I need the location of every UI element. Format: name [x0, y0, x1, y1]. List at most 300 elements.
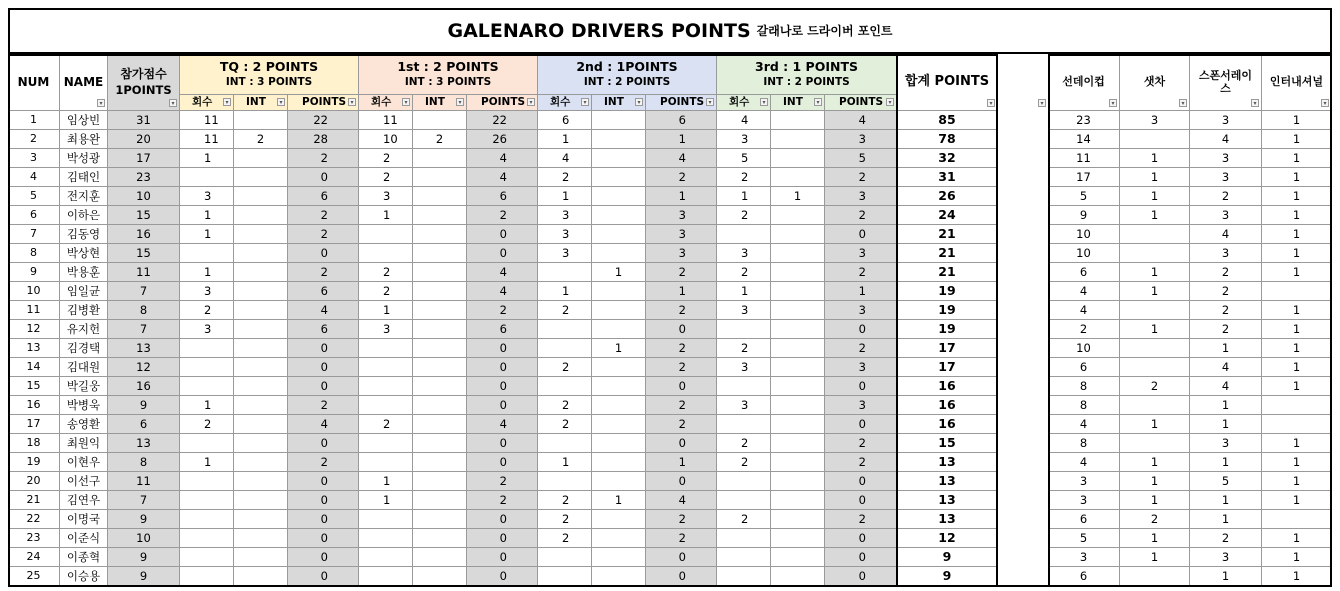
row-25-second-int	[592, 567, 646, 586]
row-8-num	[8, 244, 60, 263]
row-14-extra-4-text: 1	[1292, 359, 1301, 374]
row-7-third-int	[771, 225, 825, 244]
row-6-second-count-text: 3	[562, 207, 570, 222]
row-16-total-text: 16	[938, 397, 956, 413]
row-15-extra-1	[1048, 377, 1120, 396]
row-3-tq-points	[288, 149, 359, 168]
row-9-tq-count-text: 1	[204, 264, 212, 279]
row-12-participation	[108, 320, 180, 339]
row-21-second-count-text: 2	[562, 492, 570, 507]
row-22-extra-3	[1190, 510, 1262, 529]
row-22-tq-count	[180, 510, 234, 529]
row-11-extra-2	[1120, 301, 1190, 320]
row-1-first-points-text: 22	[492, 112, 507, 127]
row-6-first-int	[413, 206, 467, 225]
row-17-first-points-text: 4	[499, 416, 507, 431]
row-20-extra-1-text: 3	[1079, 473, 1088, 488]
row-19-name	[60, 453, 108, 472]
row-21-second-int	[592, 491, 646, 510]
row-15-extra-4-text: 1	[1292, 378, 1301, 393]
row-23-first-count	[359, 529, 413, 548]
row-12-third-count	[717, 320, 771, 339]
row-23-extra-4-text: 1	[1292, 530, 1301, 545]
header-num	[8, 55, 60, 111]
row-19-third-points	[825, 453, 897, 472]
row-23-second-count-text: 2	[562, 530, 570, 545]
row-14-first-points	[467, 358, 538, 377]
row-18-second-count	[538, 434, 592, 453]
row-2-third-points-text: 3	[858, 131, 866, 146]
row-20-name-text: 이선구	[66, 473, 101, 488]
row-24-tq-points-text: 0	[320, 549, 328, 564]
row-9-total-text: 21	[938, 264, 956, 280]
row-4-tq-points-text: 0	[320, 169, 328, 184]
row-18-extra-1-text: 8	[1079, 435, 1088, 450]
row-22-third-count	[717, 510, 771, 529]
row-19-tq-count	[180, 453, 234, 472]
row-14-second-int	[592, 358, 646, 377]
header-first-count-filter-button[interactable]: ▾	[402, 98, 410, 106]
row-1-extra-2-text: 3	[1150, 112, 1159, 127]
extra-4-filter-button[interactable]: ▾	[1321, 99, 1329, 107]
row-1-first-int	[413, 111, 467, 130]
header-second-points-filter-button[interactable]: ▾	[706, 98, 714, 106]
row-6-extra-1-text: 9	[1079, 207, 1088, 222]
row-20-extra-2-text: 1	[1150, 473, 1159, 488]
row-9-second-int-text: 1	[614, 264, 623, 279]
row-10-extra-3-text: 2	[1221, 283, 1230, 298]
row-11-first-points	[467, 301, 538, 320]
row-17-name	[60, 415, 108, 434]
row-5-name-text: 전지훈	[66, 188, 101, 203]
row-9-extra-2	[1120, 263, 1190, 282]
row-25-third-points	[825, 567, 897, 586]
row-17-participation-text: 6	[139, 416, 148, 431]
row-10-name	[60, 282, 108, 301]
row-9-first-points	[467, 263, 538, 282]
row-1-total-text: 85	[938, 112, 956, 128]
row-6-tq-int	[234, 206, 288, 225]
row-17-third-points	[825, 415, 897, 434]
row-17-extra-1-text: 4	[1079, 416, 1088, 431]
row-13-participation	[108, 339, 180, 358]
row-4-third-count-text: 2	[741, 169, 749, 184]
row-11-third-count	[717, 301, 771, 320]
header-tq-sub-count-text: 회수	[192, 95, 213, 108]
row-4-total-text: 31	[938, 169, 956, 185]
row-14-tq-points	[288, 358, 359, 377]
row-10-first-count	[359, 282, 413, 301]
row-13-first-points	[467, 339, 538, 358]
row-5-second-count-text: 1	[562, 188, 570, 203]
row-4-second-count-text: 2	[562, 169, 570, 184]
row-5-second-int	[592, 187, 646, 206]
row-23-third-int	[771, 529, 825, 548]
row-22-second-points-text: 2	[678, 511, 686, 526]
header-second-sub-points-text: POINTS	[660, 95, 705, 108]
row-10-second-count	[538, 282, 592, 301]
row-7-extra-2	[1120, 225, 1190, 244]
row-13-extra-1	[1048, 339, 1120, 358]
header-extra-2	[1120, 55, 1190, 111]
row-3-first-count	[359, 149, 413, 168]
row-2-tq-int-text: 2	[256, 131, 265, 146]
row-7-total-text: 21	[938, 226, 956, 242]
row-8-name	[60, 244, 108, 263]
row-15-name-text: 박길웅	[66, 378, 101, 393]
row-3-first-int	[413, 149, 467, 168]
row-1-first-points	[467, 111, 538, 130]
row-16-tq-points-text: 2	[320, 397, 328, 412]
row-22-tq-points	[288, 510, 359, 529]
row-14-tq-count	[180, 358, 234, 377]
row-15-total	[897, 377, 998, 396]
row-15-second-int	[592, 377, 646, 396]
row-14-total	[897, 358, 998, 377]
row-12-extra-2-text: 1	[1150, 321, 1159, 336]
row-17-third-int	[771, 415, 825, 434]
row-13-third-int	[771, 339, 825, 358]
row-21-first-points-text: 2	[499, 492, 507, 507]
row-10-num	[8, 282, 60, 301]
gap-filter-button[interactable]: ▾	[1038, 99, 1046, 107]
header-third-count-filter-button[interactable]: ▾	[760, 98, 768, 106]
row-2-third-count	[717, 130, 771, 149]
header-first-int-filter-button[interactable]: ▾	[456, 98, 464, 106]
row-18-num-text: 18	[26, 435, 41, 449]
row-2-participation	[108, 130, 180, 149]
row-23-second-int	[592, 529, 646, 548]
row-24-first-points-text: 0	[499, 549, 507, 564]
header-first-sub-count	[359, 95, 413, 111]
header-first-sub-points	[467, 95, 538, 111]
header-num-text: NUM	[17, 74, 50, 89]
row-15-second-count	[538, 377, 592, 396]
row-21-extra-3	[1190, 491, 1262, 510]
row-6-second-points	[646, 206, 717, 225]
row-4-extra-4-text: 1	[1292, 169, 1301, 184]
row-19-third-int	[771, 453, 825, 472]
row-4-first-points	[467, 168, 538, 187]
row-3-total	[897, 149, 998, 168]
row-9-third-int	[771, 263, 825, 282]
row-2-extra-4	[1262, 130, 1332, 149]
row-5-name	[60, 187, 108, 206]
row-9-extra-3-text: 2	[1221, 264, 1230, 279]
row-22-first-int	[413, 510, 467, 529]
row-14-second-count-text: 2	[562, 359, 570, 374]
row-24-tq-int	[234, 548, 288, 567]
row-13-third-count-text: 2	[741, 340, 749, 355]
row-17-second-points-text: 2	[678, 416, 686, 431]
row-21-second-count	[538, 491, 592, 510]
row-8-extra-3	[1190, 244, 1262, 263]
row-8-third-int	[771, 244, 825, 263]
row-4-name	[60, 168, 108, 187]
row-9-third-points-text: 2	[858, 264, 866, 279]
row-6-num-text: 6	[30, 207, 37, 221]
row-24-third-count	[717, 548, 771, 567]
row-16-first-int	[413, 396, 467, 415]
row-25-extra-4-text: 1	[1292, 568, 1301, 583]
row-2-first-int-text: 2	[435, 131, 444, 146]
row-9-first-int	[413, 263, 467, 282]
row-19-num	[8, 453, 60, 472]
row-13-total-text: 17	[938, 340, 956, 356]
row-9-tq-points-text: 2	[320, 264, 328, 279]
row-1-extra-1-text: 23	[1076, 112, 1091, 127]
row-8-tq-int	[234, 244, 288, 263]
row-20-first-count	[359, 472, 413, 491]
row-21-first-int	[413, 491, 467, 510]
row-9-extra-4	[1262, 263, 1332, 282]
row-15-tq-points-text: 0	[320, 378, 328, 393]
header-second-count-filter-button[interactable]: ▾	[581, 98, 589, 106]
row-10-third-count	[717, 282, 771, 301]
row-21-extra-4	[1262, 491, 1332, 510]
row-21-extra-1-text: 3	[1079, 492, 1088, 507]
row-7-second-points	[646, 225, 717, 244]
row-3-extra-2	[1120, 149, 1190, 168]
row-12-extra-3-text: 2	[1221, 321, 1230, 336]
row-12-total-text: 19	[938, 321, 956, 337]
row-22-tq-int	[234, 510, 288, 529]
row-11-second-count-text: 2	[562, 302, 570, 317]
row-22-third-int	[771, 510, 825, 529]
row-23-extra-1	[1048, 529, 1120, 548]
row-8-participation	[108, 244, 180, 263]
row-17-extra-3-text: 1	[1221, 416, 1230, 431]
row-25-first-points	[467, 567, 538, 586]
row-11-tq-count-text: 2	[204, 302, 212, 317]
row-11-second-int	[592, 301, 646, 320]
row-9-third-points	[825, 263, 897, 282]
row-11-tq-points	[288, 301, 359, 320]
header-third-int-filter-button[interactable]: ▾	[814, 98, 822, 106]
row-21-tq-points-text: 0	[320, 492, 328, 507]
row-25-total	[897, 567, 998, 586]
header-second-int-filter-button[interactable]: ▾	[635, 98, 643, 106]
row-5-third-points-text: 3	[858, 188, 866, 203]
row-16-second-int	[592, 396, 646, 415]
row-10-extra-2-text: 1	[1150, 283, 1159, 298]
row-5-tq-int	[234, 187, 288, 206]
row-13-name-text: 김경택	[66, 340, 101, 355]
row-18-extra-3-text: 3	[1221, 435, 1230, 450]
total-filter-button[interactable]: ▾	[987, 99, 995, 107]
row-15-extra-1-text: 8	[1079, 378, 1088, 393]
row-8-extra-4-text: 1	[1292, 245, 1301, 260]
row-14-name	[60, 358, 108, 377]
row-10-extra-4	[1262, 282, 1332, 301]
row-19-third-count-text: 2	[741, 454, 749, 469]
row-25-second-count	[538, 567, 592, 586]
header-third-points-filter-button[interactable]: ▾	[886, 98, 894, 106]
row-14-second-points-text: 2	[678, 359, 686, 374]
row-11-participation-text: 8	[139, 302, 148, 317]
row-1-extra-3-text: 3	[1221, 112, 1230, 127]
row-6-third-int	[771, 206, 825, 225]
row-8-tq-points	[288, 244, 359, 263]
row-23-third-points	[825, 529, 897, 548]
header-tq-int-filter-button[interactable]: ▾	[277, 98, 285, 106]
row-3-num-text: 3	[30, 150, 37, 164]
row-16-extra-1-text: 8	[1079, 397, 1088, 412]
row-16-second-count-text: 2	[562, 397, 570, 412]
row-9-total	[897, 263, 998, 282]
extra-3-filter-button[interactable]: ▾	[1251, 99, 1259, 107]
row-6-second-int	[592, 206, 646, 225]
extra-1-filter-button[interactable]: ▾	[1109, 99, 1117, 107]
row-13-extra-3	[1190, 339, 1262, 358]
row-17-first-points	[467, 415, 538, 434]
row-6-total-text: 24	[938, 207, 956, 223]
row-25-first-points-text: 0	[499, 568, 507, 583]
row-18-extra-3	[1190, 434, 1262, 453]
row-22-tq-points-text: 0	[320, 511, 328, 526]
row-20-extra-2	[1120, 472, 1190, 491]
row-23-total-text: 12	[938, 530, 956, 546]
row-20-participation-text: 11	[136, 473, 151, 488]
row-23-second-points-text: 2	[678, 530, 686, 545]
row-23-first-int	[413, 529, 467, 548]
row-17-second-points	[646, 415, 717, 434]
row-15-num	[8, 377, 60, 396]
row-15-second-points-text: 0	[678, 378, 686, 393]
row-6-extra-2-text: 1	[1150, 207, 1159, 222]
row-24-third-int	[771, 548, 825, 567]
header-tq-count-filter-button[interactable]: ▾	[223, 98, 231, 106]
row-1-extra-4-text: 1	[1292, 112, 1301, 127]
row-15-third-count	[717, 377, 771, 396]
row-5-extra-1-text: 5	[1079, 188, 1088, 203]
row-16-tq-count-text: 1	[204, 397, 212, 412]
row-8-first-count	[359, 244, 413, 263]
row-8-second-points-text: 3	[678, 245, 686, 260]
row-11-participation	[108, 301, 180, 320]
header-first-sub-int-text: INT	[425, 95, 445, 108]
row-3-second-count	[538, 149, 592, 168]
row-3-extra-4-text: 1	[1292, 150, 1301, 165]
row-5-extra-2-text: 1	[1150, 188, 1159, 203]
row-1-third-count	[717, 111, 771, 130]
row-14-tq-points-text: 0	[320, 359, 328, 374]
row-12-third-points-text: 0	[858, 321, 866, 336]
header-tq-points-filter-button[interactable]: ▾	[348, 98, 356, 106]
row-1-second-count-text: 6	[562, 112, 570, 127]
row-1-third-int	[771, 111, 825, 130]
row-25-second-points	[646, 567, 717, 586]
row-5-extra-4	[1262, 187, 1332, 206]
row-24-extra-4-text: 1	[1292, 549, 1301, 564]
row-25-extra-3-text: 1	[1221, 568, 1230, 583]
participation-filter-button[interactable]: ▾	[169, 99, 177, 107]
row-7-tq-points	[288, 225, 359, 244]
row-7-total	[897, 225, 998, 244]
row-18-extra-1	[1048, 434, 1120, 453]
row-10-tq-points-text: 6	[320, 283, 328, 298]
row-6-participation	[108, 206, 180, 225]
row-1-participation	[108, 111, 180, 130]
row-21-extra-1	[1048, 491, 1120, 510]
header-participation	[108, 55, 180, 111]
row-10-third-int	[771, 282, 825, 301]
row-5-extra-2	[1120, 187, 1190, 206]
row-3-tq-count-text: 1	[204, 150, 212, 165]
row-25-extra-1-text: 6	[1079, 568, 1088, 583]
header-first-sub-int	[413, 95, 467, 111]
row-4-extra-4	[1262, 168, 1332, 187]
row-23-extra-4	[1262, 529, 1332, 548]
row-22-total-text: 13	[938, 511, 956, 527]
row-4-extra-1	[1048, 168, 1120, 187]
row-1-tq-count-text: 11	[204, 112, 219, 127]
row-15-extra-3-text: 4	[1221, 378, 1230, 393]
row-3-second-points	[646, 149, 717, 168]
row-1-first-count	[359, 111, 413, 130]
header-third-sub-points	[825, 95, 897, 111]
name-filter-button[interactable]: ▾	[97, 99, 105, 107]
row-16-name-text: 박병욱	[66, 397, 101, 412]
row-14-name-text: 김대원	[66, 359, 101, 374]
row-13-first-int	[413, 339, 467, 358]
row-1-third-points-text: 4	[858, 112, 866, 127]
row-5-first-points-text: 6	[499, 188, 507, 203]
row-14-second-points	[646, 358, 717, 377]
row-11-tq-int	[234, 301, 288, 320]
row-2-tq-points	[288, 130, 359, 149]
header-tq-sub-int-text: INT	[246, 95, 266, 108]
row-1-extra-4	[1262, 111, 1332, 130]
row-13-third-count	[717, 339, 771, 358]
row-22-second-points	[646, 510, 717, 529]
row-19-extra-2	[1120, 453, 1190, 472]
row-7-first-points-text: 0	[499, 226, 507, 241]
row-4-second-count	[538, 168, 592, 187]
header-tq	[180, 55, 359, 95]
row-17-extra-4	[1262, 415, 1332, 434]
row-18-third-points	[825, 434, 897, 453]
row-2-tq-int	[234, 130, 288, 149]
row-20-first-count-text: 1	[383, 473, 391, 488]
row-18-second-points-text: 0	[678, 435, 686, 450]
row-3-participation-text: 17	[136, 150, 151, 165]
header-third-sub-int-text: INT	[783, 95, 803, 108]
row-9-name-text: 박용훈	[66, 264, 101, 279]
row-24-second-points	[646, 548, 717, 567]
row-12-third-points	[825, 320, 897, 339]
row-4-extra-3-text: 3	[1221, 169, 1230, 184]
row-21-extra-2	[1120, 491, 1190, 510]
extra-2-filter-button[interactable]: ▾	[1179, 99, 1187, 107]
header-first-points-filter-button[interactable]: ▾	[527, 98, 535, 106]
header-second-sub-int	[592, 95, 646, 111]
row-5-total	[897, 187, 998, 206]
row-11-first-count-text: 1	[383, 302, 391, 317]
row-20-tq-count	[180, 472, 234, 491]
row-14-participation-text: 12	[136, 359, 151, 374]
row-7-first-int	[413, 225, 467, 244]
row-24-num-text: 24	[26, 549, 41, 563]
row-4-third-points	[825, 168, 897, 187]
row-15-name	[60, 377, 108, 396]
row-16-participation-text: 9	[139, 397, 148, 412]
header-tq-sub-points-text: POINTS	[302, 95, 347, 108]
row-2-extra-1-text: 14	[1076, 131, 1091, 146]
row-5-third-points	[825, 187, 897, 206]
row-16-tq-int	[234, 396, 288, 415]
row-12-tq-int	[234, 320, 288, 339]
